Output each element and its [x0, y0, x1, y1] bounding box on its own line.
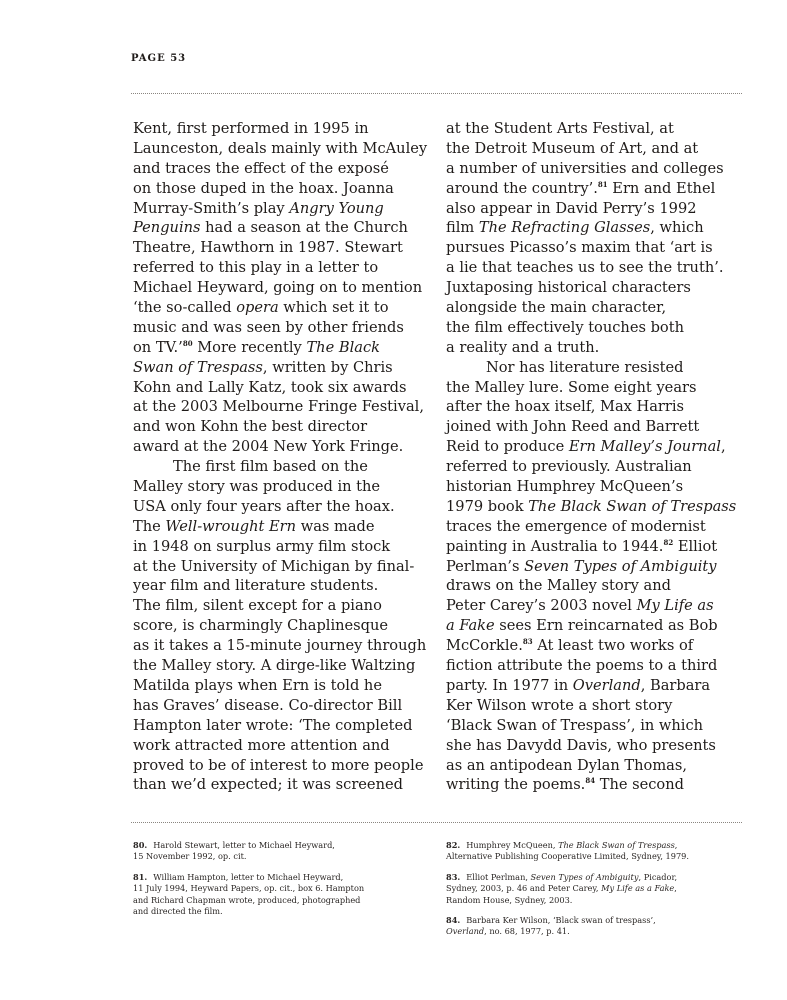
text-run: also appear in David Perry’s 1992	[446, 199, 697, 217]
text-run: Kent, first performed in 1995 in	[133, 120, 369, 137]
text-line	[133, 318, 428, 338]
text-line	[133, 736, 428, 756]
italic-text: My Life as a Fake	[601, 883, 675, 894]
text-line	[133, 338, 428, 358]
text-run: Reid to produce	[446, 438, 569, 456]
text-run: after the hoax itself, Max Harris	[446, 398, 685, 416]
text-run: Juxtaposing historical characters	[446, 279, 691, 297]
text-run: a number of universities and colleges	[446, 159, 724, 177]
footnote-ref: 83	[522, 637, 533, 647]
page-number: PAGE 53	[131, 53, 187, 64]
footnote-line	[446, 926, 746, 937]
footnote-line	[446, 895, 746, 906]
footnote	[446, 915, 746, 938]
text-line	[133, 716, 428, 736]
footnote-line	[133, 895, 433, 906]
text-line	[133, 397, 428, 417]
text-run: alongside the main character,	[446, 299, 667, 317]
footnote-line	[446, 840, 746, 851]
text-run: music and was seen by other friends	[133, 318, 404, 336]
text-run: William Hampton, letter to Michael Heyward,	[153, 871, 344, 882]
text-run: at the Student Arts Festival, at	[446, 120, 674, 137]
italic-text: Penguins	[133, 219, 201, 237]
footnotes-left	[133, 840, 433, 926]
text-run: More recently	[192, 338, 307, 356]
text-line	[133, 756, 428, 776]
text-line	[133, 636, 428, 656]
italic-text: My Life as	[636, 597, 714, 615]
footnote-line	[133, 906, 433, 917]
italic-text: Angry Young	[289, 199, 384, 217]
text-line	[446, 576, 741, 596]
text-run: and Richard Chapman wrote, produced, photographed	[133, 894, 361, 905]
text-run: McCorkle.	[446, 637, 523, 655]
text-line	[446, 736, 741, 756]
italic-text: Ern Malley’s Journal	[568, 438, 721, 456]
text-line	[446, 258, 741, 278]
text-run: 11 July 1994, Heyward Papers, op. cit., box 6. Hampton	[133, 883, 365, 894]
text-run: Sydney, 2003, p. 46 and Peter Carey,	[446, 883, 602, 894]
text-run: sees Ern reincarnated as Bob	[494, 617, 718, 635]
text-run: Murray-Smith’s play	[133, 199, 290, 217]
text-line	[446, 139, 741, 159]
text-line	[133, 775, 428, 795]
footnote	[446, 840, 746, 863]
text-run: The film, silent except for a piano	[133, 597, 382, 615]
text-run: the Detroit Museum of Art, and at	[446, 139, 699, 157]
footnote-number: 80.	[133, 840, 148, 850]
text-run: Random House, Sydney, 2003.	[446, 894, 573, 905]
text-line	[133, 417, 428, 437]
text-run: ‘Black Swan of Trespass’, in which	[446, 716, 704, 734]
text-line	[446, 756, 741, 776]
text-line	[133, 576, 428, 596]
text-line	[446, 378, 741, 398]
text-line	[133, 557, 428, 577]
text-line	[446, 119, 741, 139]
text-run: had a season at the Church	[200, 219, 408, 237]
text-line	[446, 278, 741, 298]
footnote-line	[446, 915, 746, 926]
footnote	[446, 872, 746, 906]
text-run: a lie that teaches us to see the truth’.	[446, 259, 724, 277]
text-line	[133, 616, 428, 636]
text-run: as an antipodean Dylan Thomas,	[446, 756, 687, 774]
text-line	[446, 318, 741, 338]
text-run: work attracted more attention and	[133, 736, 390, 754]
italic-text: The Black Swan of Trespass	[558, 840, 675, 850]
text-line	[446, 616, 741, 636]
text-line	[133, 596, 428, 616]
footnote-number: 81.	[133, 871, 148, 882]
text-run: Elliot	[673, 537, 718, 555]
italic-text: Seven Types of Ambiguity	[524, 557, 717, 575]
text-line	[446, 199, 741, 219]
footnote-number: 84.	[446, 915, 461, 926]
footnote-ref: 81	[597, 179, 608, 189]
text-line	[446, 497, 741, 517]
text-run: ‘the so-called	[133, 299, 237, 317]
italic-text: Swan of Trespass	[133, 358, 263, 376]
text-line	[133, 517, 428, 537]
text-run: the film effectively touches both	[446, 318, 684, 336]
text-run: a reality and a truth.	[446, 338, 600, 356]
text-line	[133, 437, 428, 457]
text-run: pursues Picasso’s maxim that ‘art is	[446, 239, 713, 257]
text-line	[133, 199, 428, 219]
footnote-ref: 84	[585, 776, 596, 786]
text-line	[446, 179, 741, 199]
text-run: Hampton later wrote: ‘The completed	[133, 716, 413, 734]
text-line	[446, 298, 741, 318]
text-run: the Malley lure. Some eight years	[446, 378, 697, 396]
italic-text: Overland	[572, 676, 641, 694]
italic-text: Seven Types of Ambiguity	[530, 871, 639, 882]
text-run: award at the 2004 New York Fringe.	[133, 438, 404, 456]
footnote-line	[133, 872, 433, 883]
italic-text: opera	[236, 299, 279, 317]
text-run: Humphrey McQueen,	[466, 840, 559, 850]
text-run: score, is charmingly Chaplinesque	[133, 617, 389, 635]
footnote-line	[133, 851, 433, 862]
footnote	[133, 840, 433, 863]
text-run: The second	[595, 776, 684, 794]
italic-text: Well-wrought Ern	[165, 517, 297, 535]
text-run: Launceston, deals mainly with McAuley	[133, 139, 428, 157]
italic-text: The Black Swan of Trespass	[528, 497, 737, 515]
text-run: in 1948 on surplus army film stock	[133, 537, 391, 555]
text-line	[446, 676, 741, 696]
text-line	[133, 477, 428, 497]
text-run: Barbara Ker Wilson, ‘Black swan of trespass’,	[466, 915, 656, 926]
text-line	[446, 537, 741, 557]
text-run: 15 November 1992, op. cit.	[133, 851, 247, 862]
text-line	[446, 238, 741, 258]
text-line	[133, 696, 428, 716]
text-line	[133, 457, 428, 477]
text-run: on TV.’	[133, 338, 183, 356]
text-run: and traces the effect of the exposé	[133, 159, 389, 177]
text-line	[133, 238, 428, 258]
text-line	[133, 378, 428, 398]
text-line	[446, 716, 741, 736]
text-line	[446, 775, 741, 795]
text-line	[133, 537, 428, 557]
text-run: Peter Carey’s 2003 novel	[446, 597, 637, 615]
footnote-ref: 82	[663, 537, 674, 547]
text-run: historian Humphrey McQueen’s	[446, 478, 684, 496]
text-run: Perlman’s	[446, 557, 525, 575]
footnote-line	[133, 883, 433, 894]
text-run: Kohn and Lally Katz, took six awards	[133, 378, 407, 396]
text-run: on those duped in the hoax. Joanna	[133, 179, 394, 197]
text-run: Alternative Publishing Cooperative Limited, Sydney, 1979.	[446, 851, 689, 862]
text-line	[446, 338, 741, 358]
text-run: and directed the film.	[133, 906, 223, 917]
text-run: was made	[296, 517, 375, 535]
text-line	[446, 517, 741, 537]
text-run: Elliot Perlman,	[466, 871, 531, 882]
footnote-line	[446, 883, 746, 894]
text-run: painting in Australia to 1944.	[446, 537, 664, 555]
footnote-line	[446, 851, 746, 862]
text-run: Matilda plays when Ern is told he	[133, 676, 382, 694]
text-run: , which	[650, 219, 704, 237]
text-line	[133, 298, 428, 318]
text-run: Theatre, Hawthorn in 1987. Stewart	[133, 239, 403, 257]
text-line	[133, 258, 428, 278]
text-run: party. In 1977 in	[446, 676, 573, 694]
text-run: has Graves’ disease. Co-director Bill	[133, 696, 403, 714]
text-line	[446, 159, 741, 179]
italic-text: The Black	[306, 338, 380, 356]
footnote	[133, 872, 433, 918]
text-line	[446, 696, 741, 716]
footnote-ref: 80	[182, 338, 193, 348]
text-run: The first film based on the	[173, 458, 368, 476]
text-line	[133, 497, 428, 517]
footnote-number: 82.	[446, 840, 461, 850]
text-run: Michael Heyward, going on to mention	[133, 279, 423, 297]
text-line	[133, 139, 428, 159]
text-run: joined with John Reed and Barrett	[446, 418, 700, 436]
text-run: , Barbara	[640, 676, 711, 694]
text-run: 1979 book	[446, 497, 529, 515]
text-run: Nor has literature resisted	[486, 358, 684, 376]
text-line	[133, 159, 428, 179]
footnotes-right	[446, 840, 746, 947]
text-run: ,	[674, 840, 678, 850]
text-run: writing the poems.	[446, 776, 586, 794]
text-run: film	[446, 219, 479, 237]
text-run: at the University of Michigan by final-	[133, 557, 415, 575]
text-run: year film and literature students.	[133, 577, 379, 595]
text-run: USA only four years after the hoax.	[133, 497, 395, 515]
text-run: Ern and Ethel	[607, 179, 716, 197]
text-line	[446, 636, 741, 656]
text-line	[446, 457, 741, 477]
text-line	[446, 358, 741, 378]
text-run: at the 2003 Melbourne Fringe Festival,	[133, 398, 424, 416]
text-run: draws on the Malley story and	[446, 577, 671, 595]
text-run: and won Kohn the best director	[133, 418, 368, 436]
text-line	[446, 557, 741, 577]
text-line	[446, 656, 741, 676]
text-run: fiction attribute the poems to a third	[446, 657, 718, 675]
italic-text: The Refracting Glasses	[478, 219, 651, 237]
text-run: traces the emergence of modernist	[446, 517, 706, 535]
text-run: ,	[674, 883, 677, 894]
text-line	[446, 477, 741, 497]
text-line	[446, 437, 741, 457]
text-run: than we’d expected; it was screened	[133, 776, 403, 794]
text-line	[133, 358, 428, 378]
body-column-left	[133, 119, 428, 795]
footnote-line	[133, 840, 433, 851]
top-divider	[131, 93, 742, 94]
text-line	[446, 397, 741, 417]
text-line	[446, 596, 741, 616]
text-run: Ker Wilson wrote a short story	[446, 696, 673, 714]
text-line	[133, 278, 428, 298]
text-run: referred to previously. Australian	[446, 458, 692, 476]
footnote-divider	[131, 822, 742, 823]
text-run: which set it to	[278, 299, 389, 317]
text-run: Harold Stewart, letter to Michael Heyward,	[153, 840, 335, 850]
text-run: , Picador,	[638, 871, 678, 882]
text-run: she has Davydd Davis, who presents	[446, 736, 716, 754]
italic-text: a Fake	[446, 617, 495, 635]
text-run: At least two works of	[532, 637, 694, 655]
text-run: the Malley story. A dirge-like Waltzing	[133, 657, 416, 675]
italic-text: Overland	[446, 926, 485, 937]
text-run: , written by Chris	[262, 358, 393, 376]
text-run: as it takes a 15-minute journey through	[133, 637, 427, 655]
text-line	[446, 417, 741, 437]
text-line	[133, 656, 428, 676]
text-line	[133, 119, 428, 139]
text-run: Malley story was produced in the	[133, 478, 381, 496]
footnote-line	[446, 872, 746, 883]
text-line	[133, 179, 428, 199]
text-line	[446, 218, 741, 238]
text-run: The	[133, 517, 166, 535]
text-line	[133, 218, 428, 238]
text-run: proved to be of interest to more people	[133, 756, 424, 774]
body-column-right	[446, 119, 741, 795]
text-run: around the country’.	[446, 179, 598, 197]
text-run: , no. 68, 1977, p. 41.	[484, 926, 570, 937]
text-run: ,	[720, 438, 726, 456]
footnote-number: 83.	[446, 871, 461, 882]
text-line	[133, 676, 428, 696]
text-run: referred to this play in a letter to	[133, 259, 379, 277]
